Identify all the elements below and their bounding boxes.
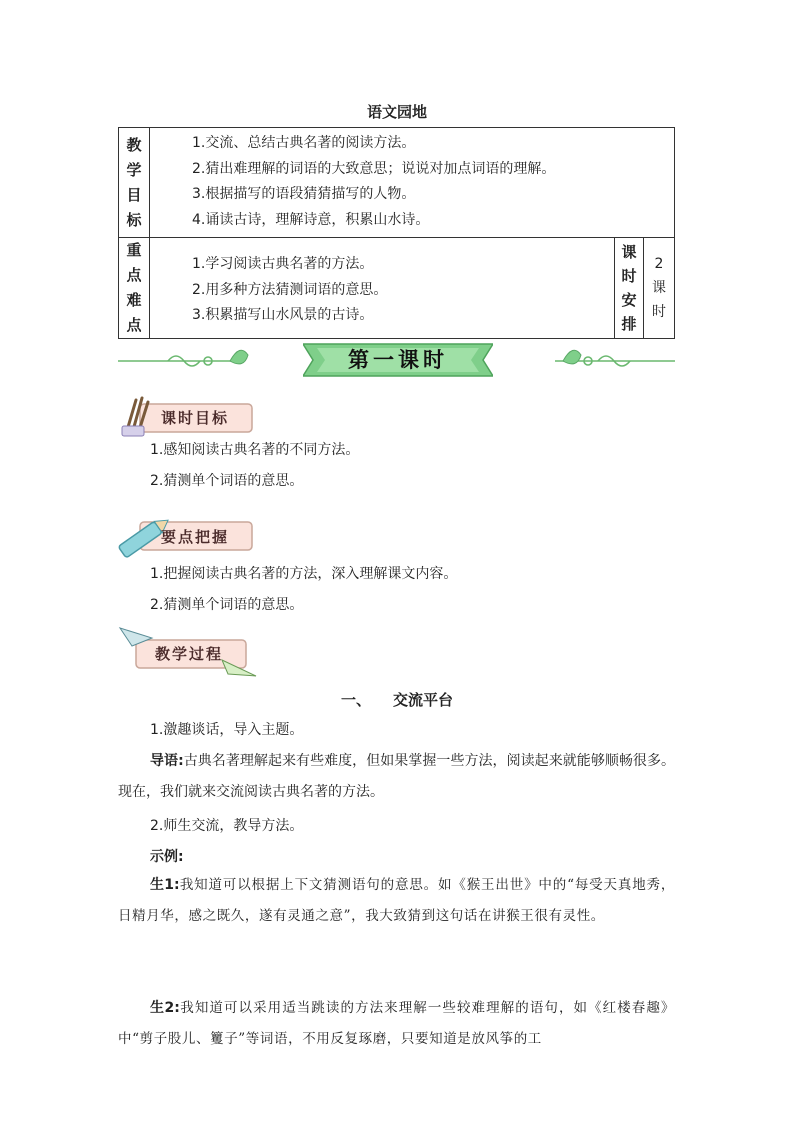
hours-value: 2 课 时 <box>644 238 675 339</box>
key-point-item: 1.学习阅读古典名著的方法。 <box>192 256 374 273</box>
document-title: 语文园地 <box>366 103 427 121</box>
step-1: 1.激趣谈话，导入主题。 <box>150 722 304 738</box>
student-2-label: 生2: <box>150 1000 180 1016</box>
objective-item: 1.感知阅读古典名著的不同方法。 <box>150 442 360 458</box>
process-badge <box>118 626 258 678</box>
intro-text: 古典名著理解起来有些难度，但如果掌握一些方法，阅读起来就能够顺畅很多。现在，我们就来交流阅读古典名著的方法。 <box>118 753 676 800</box>
objective-item: 2.猜测单个词语的意思。 <box>150 473 304 489</box>
key-point-item: 2.用多种方法猜测词语的意思。 <box>192 281 388 298</box>
intro-label: 导语: <box>150 753 184 769</box>
goals-list <box>150 128 675 238</box>
keypoints-label: 要点把握 <box>160 528 229 546</box>
objectives-badge <box>118 396 258 440</box>
banner-title: 第一课时 <box>348 347 448 372</box>
key-points-list <box>150 238 615 339</box>
student-1-text: 我知道可以根据上下文猜测语句的意思。如《猴王出世》中的“每受天真地秀，日精月华，感之既久，遂有灵通之意”，我大致猜到这句话在讲猴王很有灵性。 <box>118 877 676 924</box>
keypoint-item: 2.猜测单个词语的意思。 <box>150 597 304 613</box>
section-heading <box>0 689 794 710</box>
example-label: 示例: <box>150 849 184 865</box>
goals-header: 教 学 目 标 <box>119 128 150 238</box>
leaf-icon <box>563 350 581 364</box>
key-points-header: 重 点 难 点 <box>119 238 150 339</box>
student-1-paragraph <box>118 870 675 932</box>
section-heading-number: 一、 <box>340 691 371 709</box>
keypoint-item: 1.把握阅读古典名著的方法，深入理解课文内容。 <box>150 566 458 582</box>
process-label: 教学过程 <box>154 645 223 663</box>
goal-item: 2.猜出难理解的词语的大致意思；说说对加点词语的理解。 <box>192 160 556 177</box>
student-2-text: 我知道可以采用适当跳读的方法来理解一些较难理解的语句，如《红楼春趣》中“剪子股儿、籰子”等词语，不用反复琢磨，只要知道是放风筝的工 <box>118 1000 675 1047</box>
goal-item: 4.诵读古诗，理解诗意，积累山水诗。 <box>192 211 430 228</box>
intro-paragraph <box>118 746 675 808</box>
hours-header: 课 时 安 排 <box>615 238 644 339</box>
section-heading-text: 交流平台 <box>393 691 454 709</box>
key-point-item: 3.积累描写山水风景的古诗。 <box>192 307 374 324</box>
goal-item: 1.交流、总结古典名著的阅读方法。 <box>192 135 416 151</box>
step-2: 2.师生交流，教导方法。 <box>150 818 304 834</box>
leaf-icon <box>230 350 248 364</box>
lesson-banner <box>303 340 493 380</box>
student-1-label: 生1: <box>150 877 180 893</box>
keypoints-badge <box>118 510 258 560</box>
student-2-paragraph <box>118 993 675 1055</box>
lesson-plan-table <box>118 127 675 339</box>
goal-item: 3.根据描写的语段猜猜描写的人物。 <box>192 186 416 202</box>
objectives-label: 课时目标 <box>160 409 229 427</box>
